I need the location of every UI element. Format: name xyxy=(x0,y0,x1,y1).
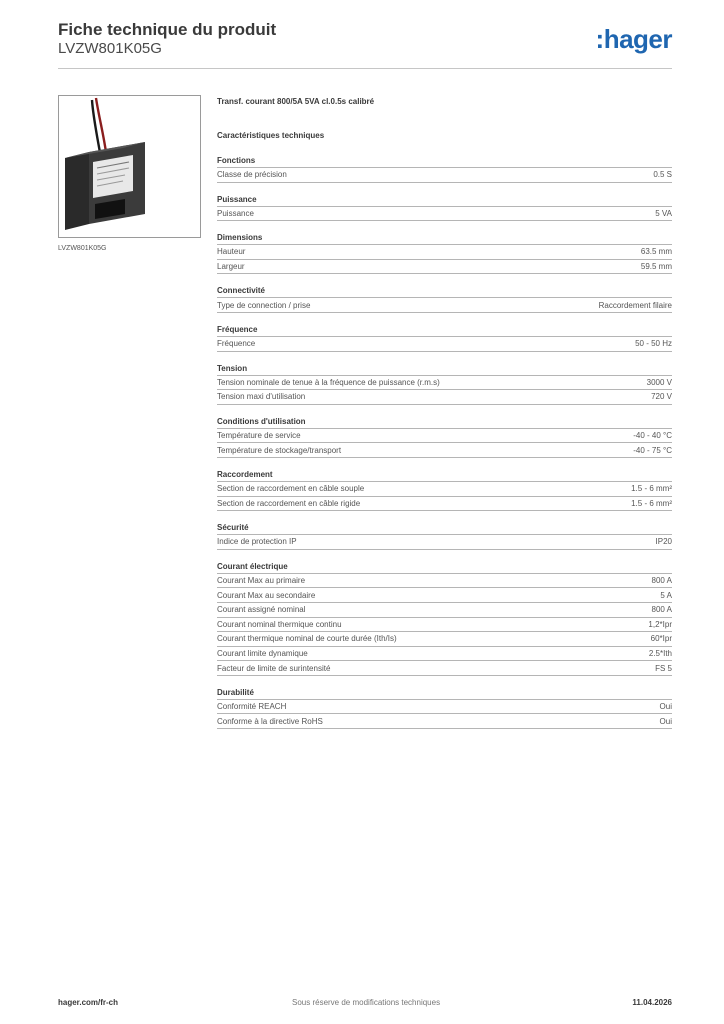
specs-heading: Caractéristiques techniques xyxy=(217,131,325,140)
spec-label: Courant thermique nominal de courte durée (Ith/Is) xyxy=(217,634,397,644)
spec-section-title: Fréquence xyxy=(217,323,672,337)
header-divider xyxy=(58,68,672,69)
spec-label: Fréquence xyxy=(217,339,256,349)
spec-section-title: Courant électrique xyxy=(217,560,672,574)
product-reference: LVZW801K05G xyxy=(58,40,162,57)
spec-label: Classe de précision xyxy=(217,170,287,180)
footer-disclaimer: Sous réserve de modifications techniques xyxy=(292,998,441,1007)
spec-value: -40 - 75 °C xyxy=(633,445,672,455)
spec-row xyxy=(217,376,672,391)
spec-value: 0.5 S xyxy=(653,170,672,180)
spec-section xyxy=(217,193,672,222)
spec-value: -40 - 40 °C xyxy=(633,431,672,441)
spec-row xyxy=(217,245,672,260)
spec-label: Largeur xyxy=(217,262,245,272)
spec-label: Facteur de limite de surintensité xyxy=(217,663,331,673)
spec-row xyxy=(217,260,672,275)
spec-row xyxy=(217,207,672,222)
spec-section-title: Connectivité xyxy=(217,284,672,298)
spec-row xyxy=(217,390,672,405)
spec-row xyxy=(217,337,672,352)
spec-section xyxy=(217,686,672,729)
spec-label: Indice de protection IP xyxy=(217,537,297,547)
product-description: Transf. courant 800/5A 5VA cl.0.5s calibré xyxy=(217,97,375,106)
spec-row xyxy=(217,632,672,647)
spec-value: Raccordement filaire xyxy=(598,300,672,310)
spec-row xyxy=(217,482,672,497)
spec-row xyxy=(217,298,672,313)
hager-logo: :hager xyxy=(595,24,672,54)
spec-row xyxy=(217,535,672,550)
spec-value: 2.5*Ith xyxy=(648,648,672,658)
spec-section-title: Dimensions xyxy=(217,231,672,245)
product-image xyxy=(58,95,201,238)
spec-section-title: Raccordement xyxy=(217,468,672,482)
spec-label: Courant limite dynamique xyxy=(217,648,308,658)
spec-label: Hauteur xyxy=(217,247,246,257)
spec-row xyxy=(217,603,672,618)
spec-label: Température de stockage/transport xyxy=(217,445,342,455)
spec-section xyxy=(217,323,672,352)
spec-value: Oui xyxy=(659,716,672,726)
spec-value: 50 - 50 Hz xyxy=(635,339,672,349)
spec-label: Type de connection / prise xyxy=(217,300,311,310)
spec-value: 60*Ipr xyxy=(650,634,672,644)
spec-row xyxy=(217,588,672,603)
spec-row xyxy=(217,661,672,676)
spec-value: 1,2*Ipr xyxy=(648,619,672,629)
spec-value: Oui xyxy=(659,702,672,712)
spec-label: Puissance xyxy=(217,208,254,218)
spec-row xyxy=(217,443,672,458)
spec-value: 59.5 mm xyxy=(640,262,672,272)
spec-value: 63.5 mm xyxy=(640,247,672,257)
spec-label: Conforme à la directive RoHS xyxy=(217,716,323,726)
spec-section xyxy=(217,231,672,274)
spec-value: FS 5 xyxy=(655,663,672,673)
image-caption: LVZW801K05G xyxy=(58,245,107,252)
spec-label: Conformité REACH xyxy=(217,702,287,712)
spec-section-title: Tension xyxy=(217,362,672,376)
spec-section xyxy=(217,362,672,405)
spec-label: Courant nominal thermique continu xyxy=(217,619,342,629)
spec-section xyxy=(217,154,672,183)
spec-row xyxy=(217,574,672,589)
spec-section-title: Fonctions xyxy=(217,154,672,168)
spec-row xyxy=(217,497,672,512)
spec-section-title: Sécurité xyxy=(217,521,672,535)
specifications-table xyxy=(217,154,672,739)
spec-label: Tension nominale de tenue à la fréquence de puissance (r.m.s) xyxy=(217,377,440,387)
spec-label: Courant assigné nominal xyxy=(217,605,306,615)
footer-date: 11.04.2026 xyxy=(632,998,672,1007)
spec-section xyxy=(217,468,672,511)
footer-website: hager.com/fr-ch xyxy=(58,998,119,1007)
spec-value: IP20 xyxy=(655,537,672,547)
spec-value: 1.5 - 6 mm² xyxy=(631,498,672,508)
spec-value: 5 VA xyxy=(655,208,672,218)
spec-value: 720 V xyxy=(651,392,672,402)
spec-row xyxy=(217,700,672,715)
spec-section-title: Puissance xyxy=(217,193,672,207)
spec-row xyxy=(217,168,672,183)
spec-value: 1.5 - 6 mm² xyxy=(631,484,672,494)
spec-label: Courant Max au primaire xyxy=(217,576,306,586)
spec-label: Courant Max au secondaire xyxy=(217,590,316,600)
spec-row xyxy=(217,429,672,444)
page-title: Fiche technique du produit xyxy=(58,20,277,39)
spec-section xyxy=(217,521,672,550)
spec-section xyxy=(217,415,672,458)
spec-label: Tension maxi d'utilisation xyxy=(217,392,306,402)
spec-value: 3000 V xyxy=(646,377,672,387)
spec-section-title: Conditions d'utilisation xyxy=(217,415,672,429)
spec-value: 800 A xyxy=(651,605,672,615)
spec-label: Section de raccordement en câble souple xyxy=(217,484,365,494)
spec-section xyxy=(217,284,672,313)
spec-value: 800 A xyxy=(651,576,672,586)
spec-label: Section de raccordement en câble rigide xyxy=(217,498,361,508)
current-transformer-icon xyxy=(59,96,200,237)
spec-row xyxy=(217,714,672,729)
document-header xyxy=(58,20,672,68)
spec-section-title: Durabilité xyxy=(217,686,672,700)
spec-row xyxy=(217,618,672,633)
spec-row xyxy=(217,647,672,662)
spec-label: Température de service xyxy=(217,431,301,441)
spec-value: 5 A xyxy=(660,590,672,600)
spec-section xyxy=(217,560,672,676)
